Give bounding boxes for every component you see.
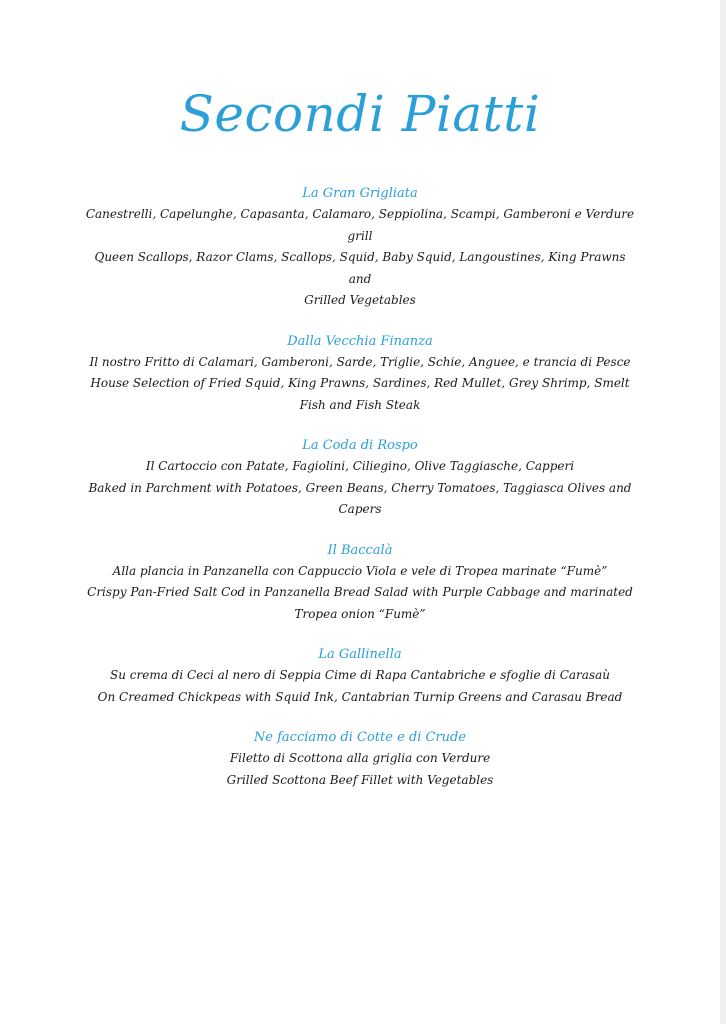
dish-description-line: Il Cartoccio con Patate, Fagiolini, Ciliegino, Olive Taggiasche, Capperi: [145, 459, 575, 473]
section-heading: La Gran Grigliata: [302, 186, 418, 201]
dish-description-line: Queen Scallops, Razor Clams, Scallops, Squid, Baby Squid, Langoustines, King Prawns: [94, 250, 626, 264]
dish-description-line: Capers: [338, 502, 382, 516]
menu-section: [60, 435, 660, 521]
menu-sections: [60, 183, 660, 810]
dish-description-line: On Creamed Chickpeas with Squid Ink, Cantabrian Turnip Greens and Carasau Bread: [97, 689, 623, 704]
dish-description-line: Filetto di Scottona alla griglia con Verdure: [229, 751, 491, 765]
dish-description-line: and: [348, 271, 372, 286]
section-heading: Il Baccalà: [327, 542, 393, 558]
section-heading: Ne facciamo di Cotte e di Crude: [253, 730, 467, 745]
dish-description-line: Tropea onion “Fumè”: [294, 606, 426, 621]
dish-description-line: grill: [347, 228, 373, 243]
dish-description-line: Su crema di Ceci al nero di Seppia Cime di Rapa Cantabriche e sfoglie di Carasaù: [110, 668, 610, 682]
dish-description-line: House Selection of Fried Squid, King Prawns, Sardines, Red Mullet, Grey Shrimp, Smelt: [90, 376, 630, 390]
dish-description-line: Baked in Parchment with Potatoes, Green Beans, Cherry Tomatoes, Taggiasca Olives and: [88, 480, 632, 495]
menu-section: [60, 540, 660, 626]
menu-section: [60, 727, 660, 791]
section-heading: La Coda di Rospo: [302, 438, 418, 453]
section-heading: Dalla Vecchia Finanza: [287, 333, 433, 349]
section-heading: La Gallinella: [318, 647, 402, 662]
dish-description-line: Crispy Pan-Fried Salt Cod in Panzanella Bread Salad with Purple Cabbage and marinated: [87, 585, 633, 599]
dish-description-line: Fish and Fish Steak: [299, 397, 421, 412]
dish-description-line: Il nostro Fritto di Calamari, Gamberoni, Sarde, Triglie, Schie, Anguee, e trancia di Pesce: [89, 354, 631, 369]
dish-description-line: Alla plancia in Panzanella con Cappuccio Viola e vele di Tropea marinate “Fumè”: [112, 563, 608, 578]
page-title: Secondi Piatti: [179, 85, 541, 143]
dish-description-line: Grilled Scottona Beef Fillet with Vegetables: [226, 772, 494, 787]
menu-section: [60, 183, 660, 312]
dish-description-line: Canestrelli, Capelunghe, Capasanta, Calamaro, Seppiolina, Scampi, Gamberoni e Verdure: [85, 207, 635, 221]
menu-section: [60, 644, 660, 708]
dish-description-line: Grilled Vegetables: [304, 293, 416, 307]
menu-section: [60, 331, 660, 417]
